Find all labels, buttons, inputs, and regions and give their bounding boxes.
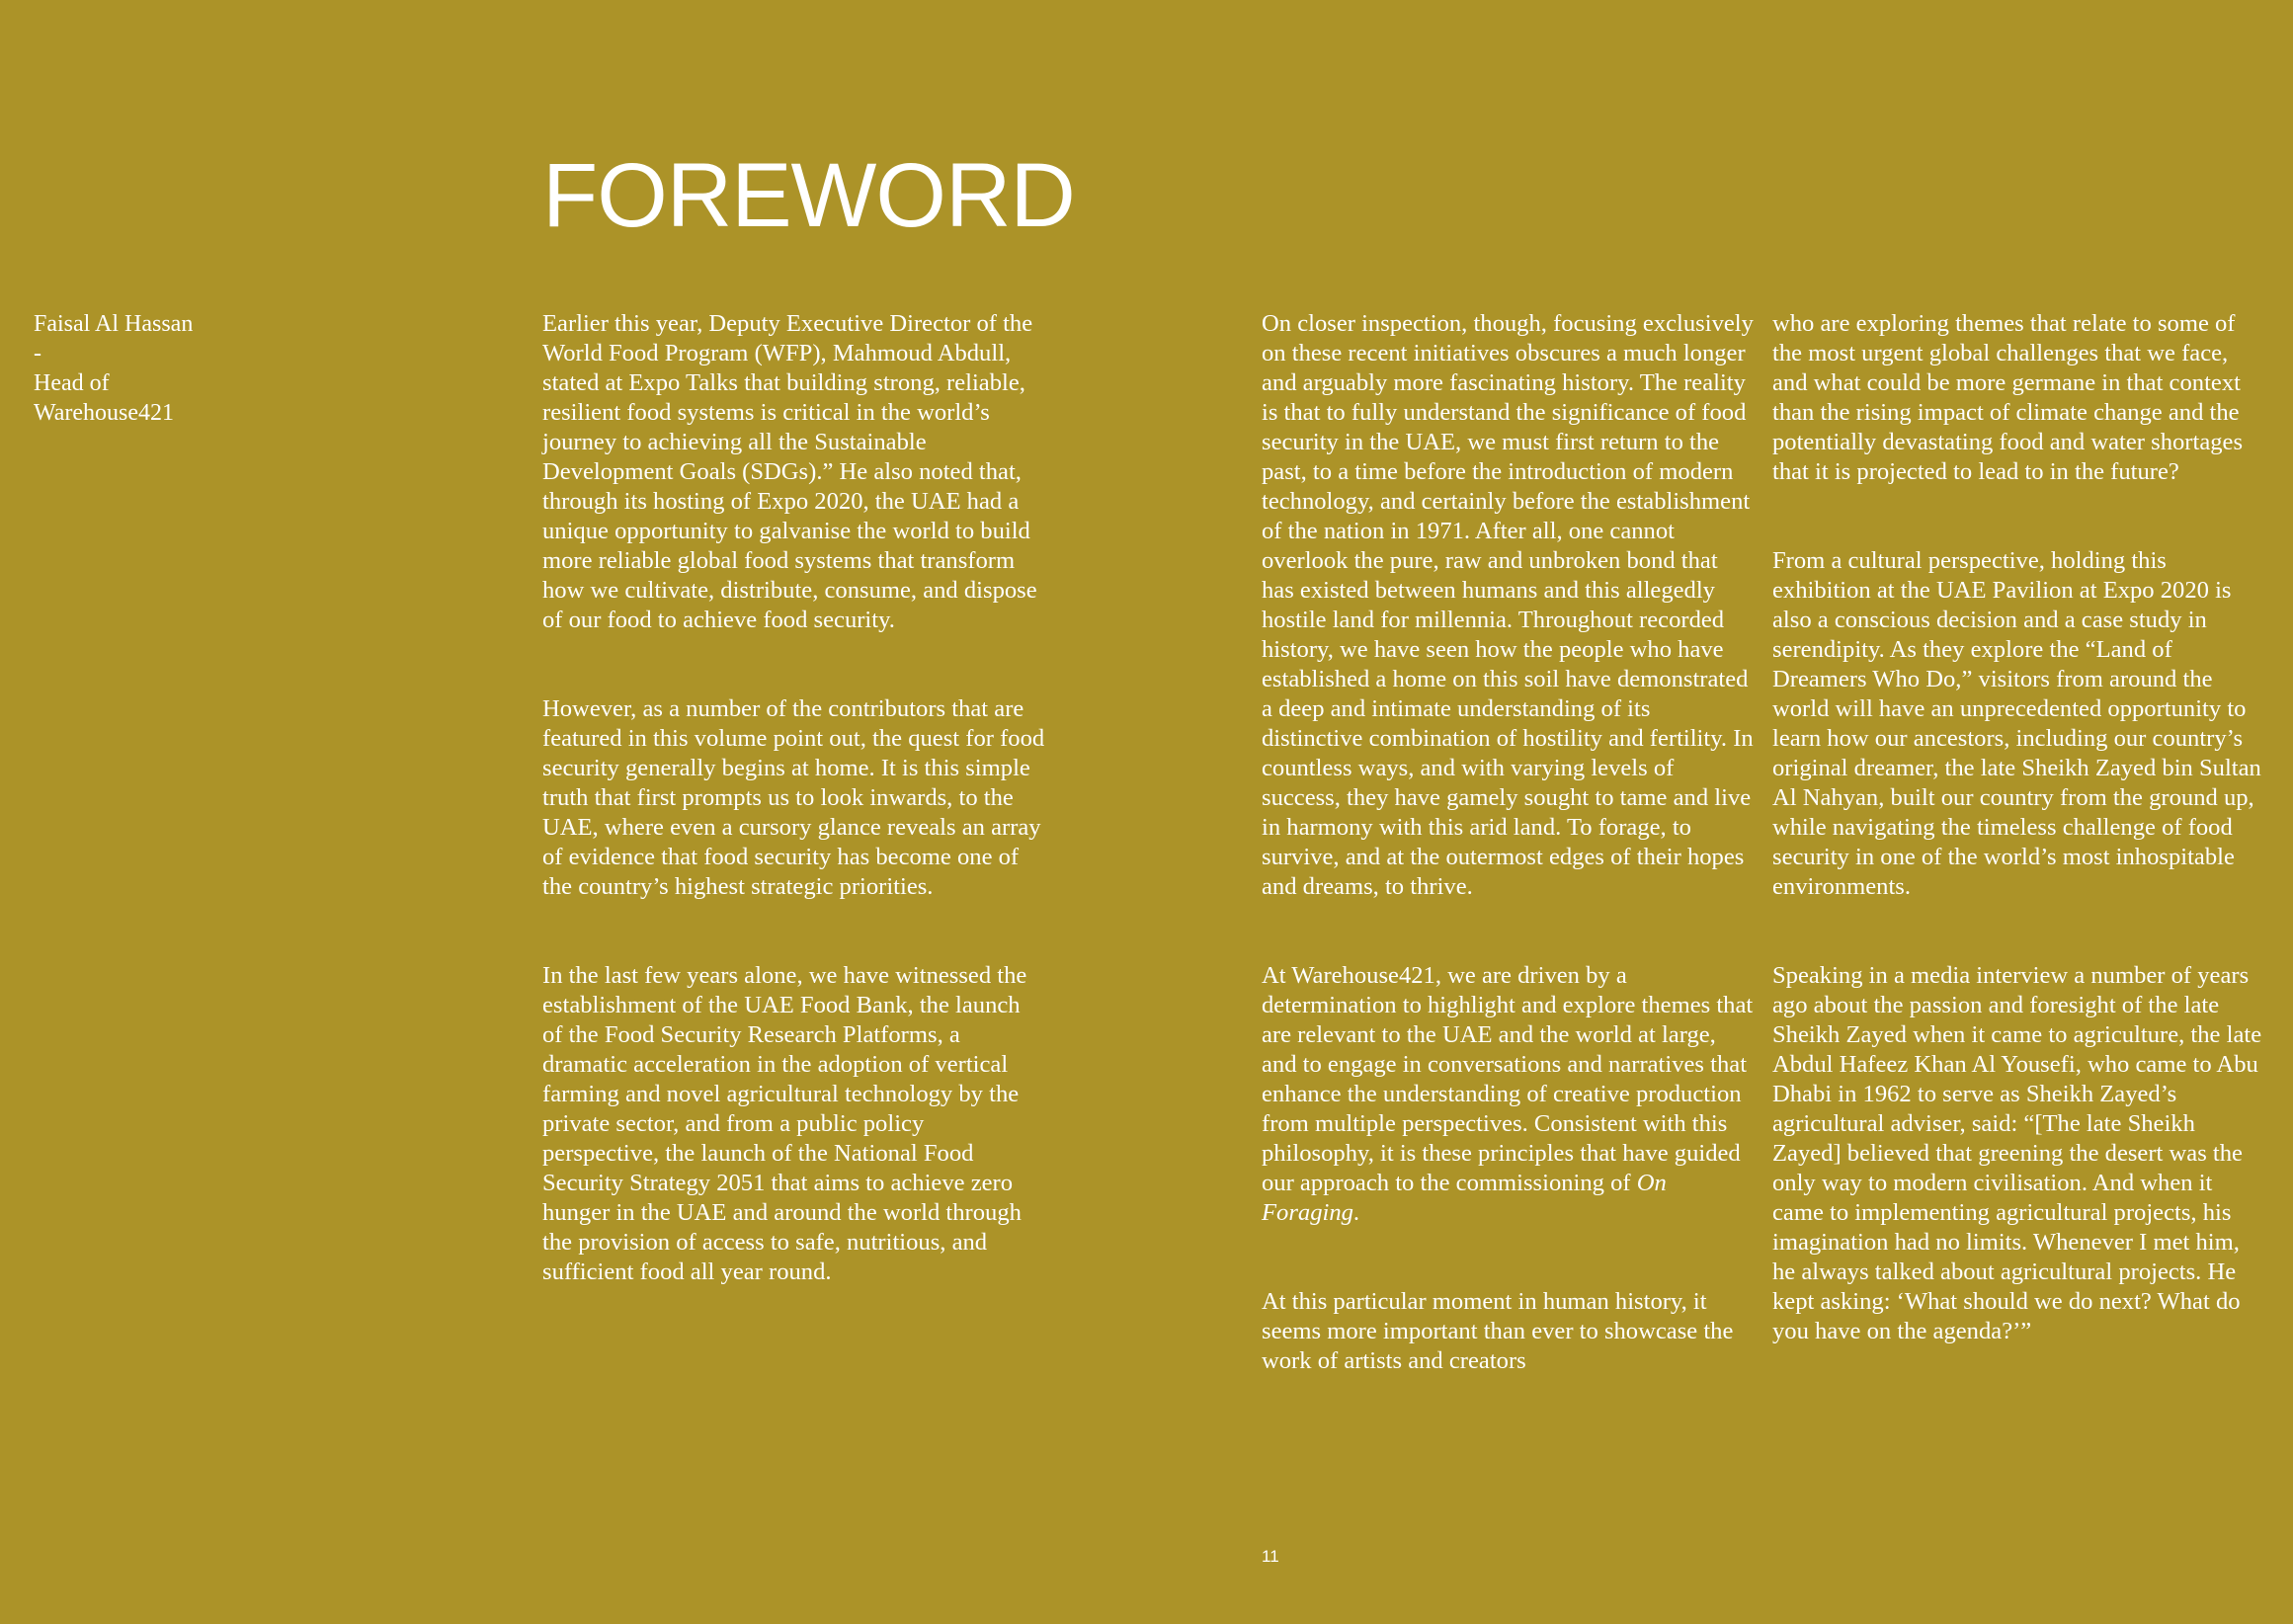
text-column-1 xyxy=(542,309,1046,1287)
text-column-2 xyxy=(1262,309,1756,1376)
paragraph-text: At Warehouse421, we are driven by a determination to highlight and explore themes that are relevant to the UAE and the world at large, and to engage in conversations and narratives that enhance the understanding of creative production from multiple perspectives. Consistent with this philosophy, it is these principles that have guided our approach to the commissioning of xyxy=(1262,962,1754,1196)
page-title: FOREWORD xyxy=(542,145,1075,246)
paragraph xyxy=(1262,961,1756,1228)
paragraph: In the last few years alone, we have witnessed the establishment of the UAE Food Bank, the launch of the Food Security Research Platforms, a dramatic acceleration in the adoption of vertical farming and novel agricultural technology by the private sector, and from a public policy perspective, the launch of the National Food Security Strategy 2051 that aims to achieve zero hunger in the UAE and around the world through the provision of access to safe, nutritious, and sufficient food all year round. xyxy=(542,962,1027,1285)
author-name: Faisal Al Hassan xyxy=(34,311,194,337)
paragraph: However, as a number of the contributors that are featured in this volume point out, the quest for food security generally begins at home. It is this simple truth that first prompts us to look inwards, to the UAE, where even a cursory glance reveals an array of evidence that food security has become one of the country’s highest strategic priorities. xyxy=(542,695,1045,900)
paragraph: Speaking in a media interview a number of years ago about the passion and foresight of the late Sheikh Zayed when it came to agriculture, the late Abdul Hafeez Khan Al Yousefi, who came to Abu Dhabi in 1962 to serve as Sheikh Zayed’s agricultural adviser, said: “[The late Sheikh Zayed] believed that greening the desert was the only way to modern civilisation. And when it came to implementing agricultural projects, his imagination had no limits. Whenever I met him, he always talked about agricultural projects. He kept asking: ‘What should we do next? What do you have on the agenda?’” xyxy=(1772,962,2262,1344)
author-role-line-1: Head of xyxy=(34,370,110,396)
author-role-line-2: Warehouse421 xyxy=(34,400,175,426)
paragraph: Earlier this year, Deputy Executive Director of the World Food Program (WFP), Mahmoud Abdull, stated at Expo Talks that building strong, reliable, resilient food systems is critical in the world’s journey to achieving all the Sustainable Development Goals (SDGs).” He also noted that, through its hosting of Expo 2020, the UAE had a unique opportunity to galvanise the world to build more reliable global food systems that transform how we cultivate, distribute, consume, and dispose of our food to achieve food security. xyxy=(542,310,1037,633)
author-separator: - xyxy=(34,341,41,366)
page-number: 11 xyxy=(1262,1547,1279,1566)
paragraph: On closer inspection, though, focusing exclusively on these recent initiatives obscures a much longer and arguably more fascinating history. The reality is that to fully understand the significance of food security in the UAE, we must first return to the past, to a time before the introduction of modern technology, and certainly before the establishment of the nation in 1971. After all, one cannot overlook the pure, raw and unbroken bond that has existed between humans and this allegedly hostile land for millennia. Throughout recorded history, we have seen how the people who have established a home on this soil have demonstrated a deep and intimate understanding of its distinctive combination of hostility and fertility. In countless ways, and with varying levels of success, they have gamely sought to tame and live in harmony with this arid land. To forage, to survive, and at the outermost edges of their hopes and dreams, to thrive. xyxy=(1262,310,1754,900)
paragraph-text: . xyxy=(1352,1199,1360,1226)
author-credit xyxy=(34,309,369,428)
publication-title: On Foraging xyxy=(1262,1170,1667,1226)
paragraph: From a cultural perspective, holding this exhibition at the UAE Pavilion at Expo 2020 is also a conscious decision and a case study in serendipity. As they explore the “Land of Dreamers Who Do,” visitors from around the world will have an unprecedented opportunity to learn how our ancestors, including our country’s original dreamer, the late Sheikh Zayed bin Sultan Al Nahyan, built our country from the ground up, while navigating the timeless challenge of food security in one of the world’s most inhospitable environments. xyxy=(1772,547,2261,900)
paragraph: At this particular moment in human history, it seems more important than ever to showcase the work of artists and creators xyxy=(1262,1288,1734,1374)
paragraph: who are exploring themes that relate to some of the most urgent global challenges that we face, and what could be more germane in that context than the rising impact of climate change and the potentially devastating food and water shortages that it is projected to lead to in the future? xyxy=(1772,310,2244,485)
text-column-3 xyxy=(1772,309,2266,1346)
